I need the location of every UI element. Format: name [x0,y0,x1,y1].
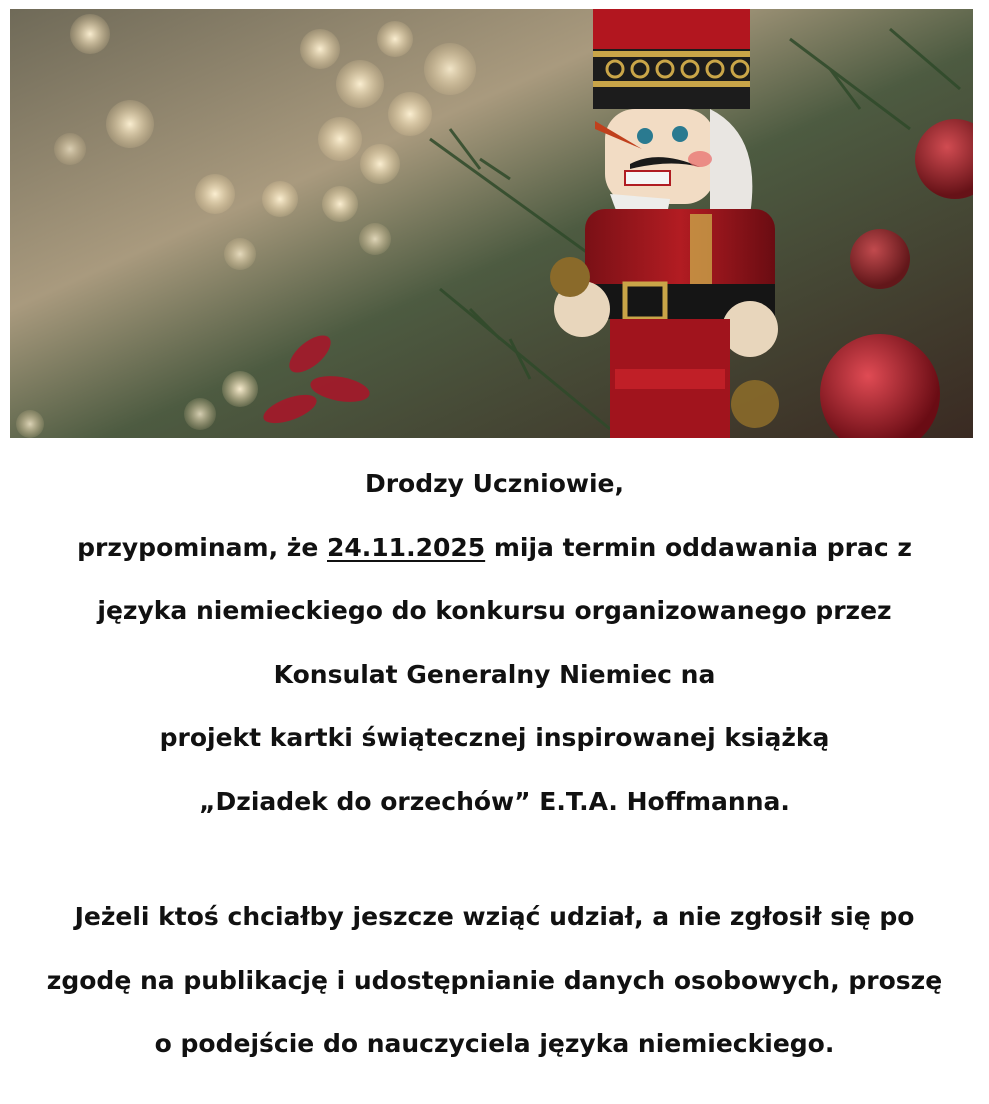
deadline-prefix: przypominam, że [77,532,327,562]
announcement-text [0,452,989,1076]
participation-line-1: Jeżeli ktoś chciałby jeszcze wziąć udział, a nie zgłosił się po [74,902,915,931]
greeting: Drodzy Uczniowie, [364,469,625,498]
deadline-line [0,516,989,580]
consulate-line: Konsulat Generalny Niemiec na [273,659,716,689]
project-line: projekt kartki świątecznej inspirowanej książką [159,723,830,752]
participation-line-2: zgodę na publikację i udostępnianie danych osobowych, proszę [46,965,943,995]
paragraph-gap [0,833,989,885]
nutcracker-photo [10,9,973,438]
contest-line: języka niemieckiego do konkursu organizowanego przez [97,596,892,625]
deadline-date: 24.11.2025 [327,532,486,562]
book-title-line: „Dziadek do orzechów” E.T.A. Hoffmanna. [199,786,790,816]
participation-line-3: o podejście do nauczyciela języka niemieckiego. [154,1029,835,1058]
deadline-suffix: mija termin oddawania prac z [485,532,912,562]
